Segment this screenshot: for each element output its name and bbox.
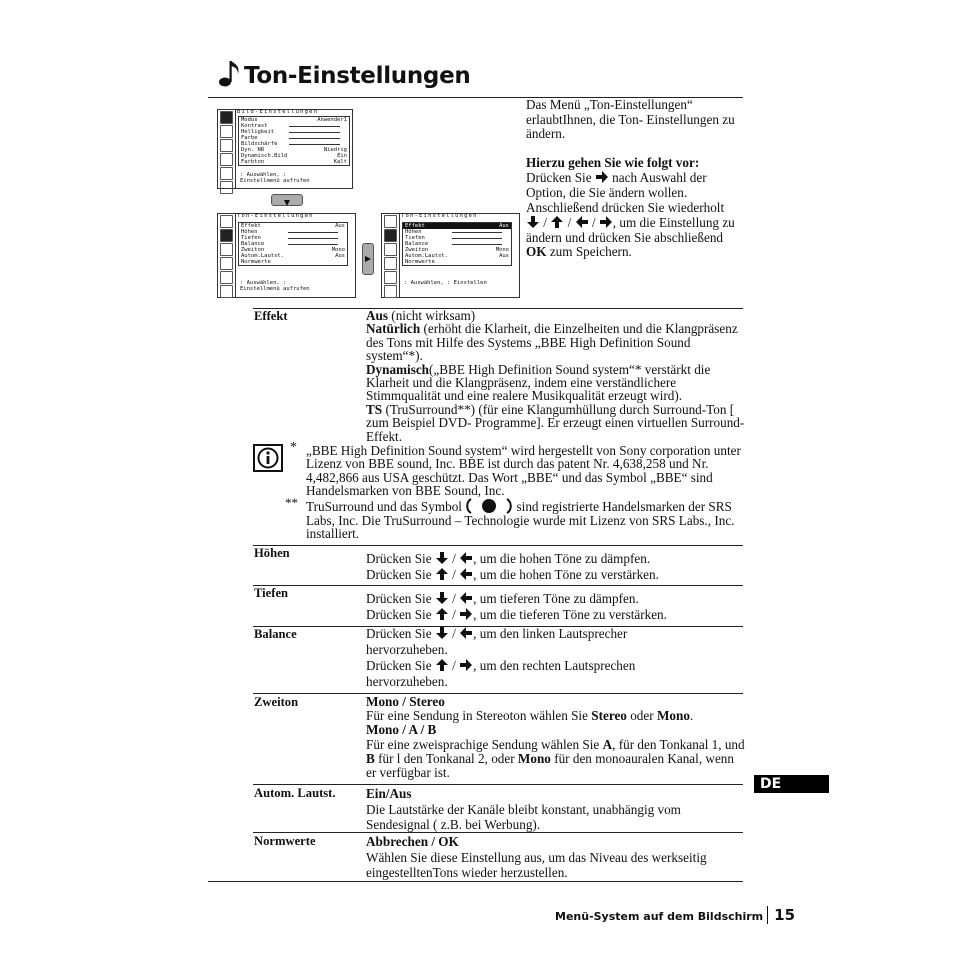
page-number: 15 — [767, 906, 795, 924]
osd-ton1-list: Effekt Aus Höhen Tiefen Balance Zweiton Mono Autom.Lautst. Aus Normwerte — [238, 222, 348, 266]
desc-hoehen: Drücken Sie / , um die hohen Töne zu dämpfen. Drücken Sie / , um die hohen Töne zu verstärken. — [366, 551, 659, 582]
rule-tiefen — [253, 585, 743, 586]
howto-heading: Hierzu gehen Sie wie folgt vor: — [526, 154, 700, 170]
note-bbe: „BBE High Definition Sound system“ wird hergestellt von Sony corporation unter Lizenz von BBE sound, Inc. BBE ist durch das patent Nr. 4,638,258 und Nr. 4,482,866 aus USA geschützt. Das Wort „BBE“ und das Symbol „BBE“ sind Handelsmarken von BBE Sound, Inc. — [306, 443, 741, 499]
intro-paragraph: Das Menü „Ton-Einstellungen“ erlaubtIhnen, die Ton- Einstellungen zu ändern. — [526, 97, 735, 142]
page-footer — [555, 906, 795, 924]
arrow-right-icon — [595, 170, 609, 184]
label-balance: Balance — [254, 627, 297, 641]
arrow-left-icon — [459, 567, 473, 581]
osd-ton2-footer: : Auswählen, : Einstellen — [404, 280, 487, 286]
arrow-down-icon — [435, 591, 449, 605]
osd-bild-list: Modus Anwender1 Kontrast Helligkeit Farbe Bildschärfe Dyn. NR Niedrig Dynamisch.Bild Ein Farbton Kalt — [238, 116, 350, 166]
osd-ton-menu-1 — [217, 213, 356, 298]
arrow-down-icon — [526, 215, 540, 229]
note-star-1: * — [290, 440, 297, 455]
desc-effekt: Aus (nicht wirksam) Natürlich (erhöht die Klarheit, die Einzelheiten und die Klangpräsenz des Tons mit Hilfe des Systems „BBE High Definition Sound system“*). Dynamisch(„BBE High Definition Sound system“* verstärkt die Klarheit und die Klangpräsenz, indem eine verständlichere Stimmqualität und eine realere Musikqualität erzeugt wird). TS (TruSurround**) (für eine Klangumhüllung durch Surround-Ton [ zum Beispiel DVD- Programme]. Er erzeugt einen virtuellen Surround- Effekt. — [366, 308, 745, 444]
bottom-rule — [208, 881, 743, 882]
osd-ton2-header: Ton-Einstellungen — [401, 213, 478, 219]
label-autom-lautst: Autom. Lautst. — [254, 786, 336, 800]
osd-ton2-list: Effekt Aus Höhen Tiefen Balance Zweiton Mono Autom.Lautst. Aus Normwerte — [402, 222, 512, 266]
rule-hoehen — [253, 545, 743, 546]
label-tiefen: Tiefen — [254, 586, 289, 600]
arrow-up-icon — [435, 567, 449, 581]
arrow-right-icon — [459, 607, 473, 621]
arrow-left-icon — [459, 626, 473, 640]
arrow-up-icon — [435, 607, 449, 621]
osd-ton-menu-2 — [381, 213, 520, 298]
desc-tiefen: Drücken Sie / , um tieferen Töne zu dämpfen. Drücken Sie / , um die tieferen Töne zu verstärken. — [366, 591, 667, 622]
howto-paragraph: Hierzu gehen Sie wie folgt vor: Drücken Sie nach Auswahl der Option, die Sie ändern wollen. Anschließend drücken Sie wiederholt / / / , um die Einstellung zu ändern und drücken Sie abschließend OK zum Speichern. — [526, 154, 735, 260]
label-normwerte: Normwerte — [254, 834, 316, 848]
arrow-right-icon — [459, 658, 473, 672]
label-hoehen: Höhen — [254, 546, 290, 560]
label-effekt: Effekt — [254, 309, 288, 323]
arrow-left-icon — [575, 215, 589, 229]
desc-balance: Drücken Sie / , um den linken Lautsprecher hervorzuheben. Drücken Sie / , um den rechten Lautsprechen hervorzuheben. — [366, 626, 636, 689]
nav-down-button — [271, 194, 303, 206]
arrow-right-icon — [599, 215, 613, 229]
info-icon — [253, 444, 283, 472]
osd-bild-header: Bild-Einstellungen — [237, 109, 319, 115]
osd-ton1-header: Ton-Einstellungen — [237, 213, 314, 219]
note-star-2: ** — [285, 495, 298, 510]
desc-autom-lautst: Ein/Aus Die Lautstärke der Kanäle bleibt konstant, unabhängig vom Sendesignal ( z.B. bei Werbung). — [366, 786, 681, 832]
nav-right-button — [362, 243, 374, 275]
osd-bild-menu — [217, 109, 353, 189]
arrow-down-icon — [435, 626, 449, 640]
rule-zweiton — [253, 693, 743, 694]
trusurround-logo-icon — [465, 498, 513, 514]
osd-side-icons — [218, 110, 236, 188]
intro-text — [526, 98, 746, 274]
language-tab: DE — [754, 775, 829, 793]
page-title — [218, 58, 470, 89]
arrow-up-icon — [550, 215, 564, 229]
osd-ton1-footer: : Auswählen, : Einstellmenü aufrufen — [240, 280, 310, 292]
label-zweiton: Zweiton — [254, 695, 299, 709]
arrow-left-icon — [459, 591, 473, 605]
music-note-icon — [218, 58, 242, 88]
desc-normwerte: Abbrechen / OK Wählen Sie diese Einstellung aus, um das Niveau des werkseitig eingestelltenTons wieder herzustellen. — [366, 834, 707, 880]
arrow-left-icon — [459, 551, 473, 565]
desc-zweiton: Mono / Stereo Für eine Sendung in Stereoton wählen Sie Stereo oder Mono. Mono / A / B Für eine zweisprachige Sendung wählen Sie A, für den Tonkanal 1, und B für l den Tonkanal 2, oder Mono für den monoauralen Kanal, wenn er verfügbar ist. — [366, 694, 745, 781]
title-text: Ton-Einstellungen — [244, 63, 471, 89]
osd-bild-footer: : Auswählen, : Einstellmenü aufrufen — [240, 172, 310, 184]
note-trusurround: TruSurround und das Symbol sind registrierte Handelsmarken der SRS Labs, Inc. Die TruSurround – Technologie wurde mit Lizenz von SRS Labs., Inc. installiert. — [306, 499, 735, 542]
rule-autom — [253, 784, 743, 785]
footer-text: Menü-System auf dem Bildschirm — [555, 910, 764, 923]
arrow-down-icon — [435, 551, 449, 565]
arrow-up-icon — [435, 658, 449, 672]
